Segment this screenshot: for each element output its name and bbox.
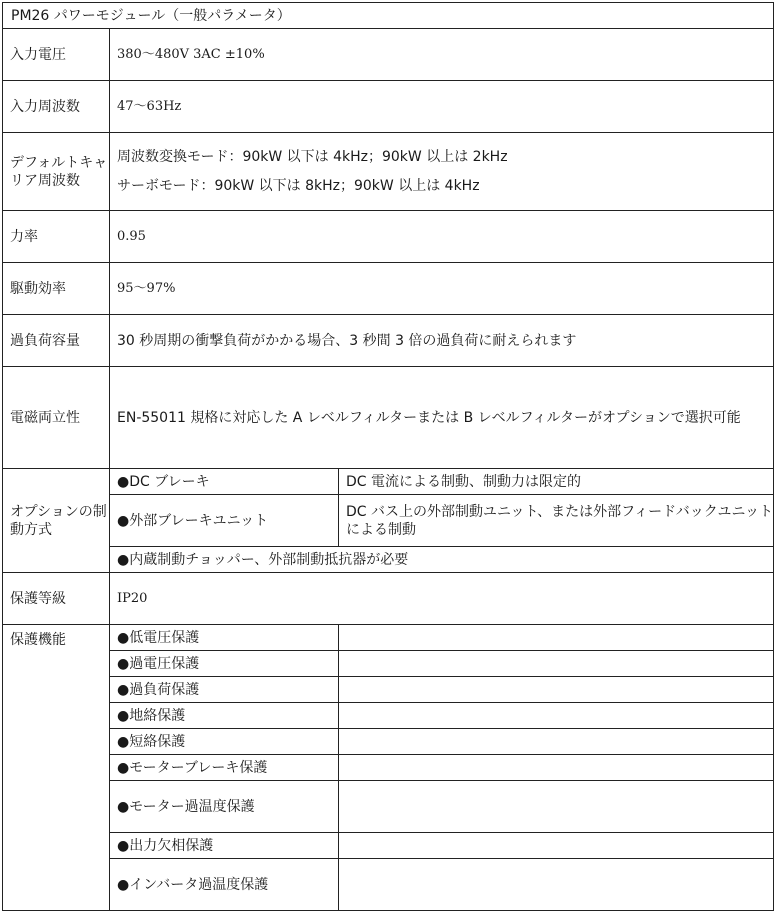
row-overload	[3, 315, 774, 367]
empty-cell	[339, 625, 774, 651]
input-frequency-label: 入力周波数	[3, 81, 110, 133]
protection-item: ●短絡保護	[110, 729, 339, 755]
row-braking-note	[3, 547, 774, 573]
row-input-frequency	[3, 81, 774, 133]
braking-note: ●内蔵制動チョッパー、外部制動抵抗器が必要	[110, 547, 774, 573]
overload-value: 30 秒周期の衝撃負荷がかかる場合、3 秒間 3 倍の過負荷に耐えられます	[110, 315, 774, 367]
table-row	[3, 625, 774, 651]
emc-label: 電磁両立性	[3, 367, 110, 469]
row-braking-dc	[3, 469, 774, 495]
braking-dc-desc: DC 電流による制動、制動力は限定的	[339, 469, 774, 495]
table-row	[3, 833, 774, 859]
table-row	[3, 651, 774, 677]
table-row	[3, 859, 774, 911]
protection-item: ●過電圧保護	[110, 651, 339, 677]
row-protection-class	[3, 573, 774, 625]
empty-cell	[339, 859, 774, 911]
carrier-frequency-value	[110, 133, 774, 211]
power-factor-value: 0.95	[110, 211, 774, 263]
empty-cell	[339, 729, 774, 755]
protection-item: ●低電圧保護	[110, 625, 339, 651]
emc-value: EN-55011 規格に対応した A レベルフィルターまたは B レベルフィルターがオプションで選択可能	[110, 367, 774, 469]
empty-cell	[339, 703, 774, 729]
carrier-line-inverter: 周波数変換モード：90kW 以下は 4kHz；90kW 以上は 2kHz	[117, 149, 508, 165]
empty-cell	[339, 651, 774, 677]
protection-item: ●地絡保護	[110, 703, 339, 729]
protection-class-label: 保護等級	[3, 573, 110, 625]
protection-item: ●モーターブレーキ保護	[110, 755, 339, 781]
protection-functions-label: 保護機能	[3, 625, 110, 911]
braking-external-desc: DC バス上の外部制動ユニット、または外部フィードバックユニットによる制動	[339, 495, 774, 547]
row-braking-external	[3, 495, 774, 547]
protection-item: ●過負荷保護	[110, 677, 339, 703]
table-row	[3, 677, 774, 703]
drive-efficiency-label: 駆動効率	[3, 263, 110, 315]
table-title: PM26 パワーモジュール（一般パラメータ）	[3, 3, 774, 29]
protection-item: ●モーター過温度保護	[110, 781, 339, 833]
overload-label: 過負荷容量	[3, 315, 110, 367]
table-row	[3, 729, 774, 755]
input-frequency-value: 47～63Hz	[110, 81, 774, 133]
empty-cell	[339, 781, 774, 833]
row-drive-efficiency	[3, 263, 774, 315]
protection-item: ●インバータ過温度保護	[110, 859, 339, 911]
input-voltage-value: 380～480V 3AC ±10%	[110, 29, 774, 81]
protection-class-value: IP20	[110, 573, 774, 625]
row-power-factor	[3, 211, 774, 263]
table-row	[3, 755, 774, 781]
braking-dc-name: ●DC ブレーキ	[110, 469, 339, 495]
protection-item: ●出力欠相保護	[110, 833, 339, 859]
table-row	[3, 781, 774, 833]
row-input-voltage	[3, 29, 774, 81]
table-row	[3, 703, 774, 729]
carrier-line-servo: サーボモード：90kW 以下は 8kHz；90kW 以上は 4kHz	[117, 178, 480, 194]
empty-cell	[339, 755, 774, 781]
title-row	[3, 3, 774, 29]
drive-efficiency-value: 95～97%	[110, 263, 774, 315]
power-factor-label: 力率	[3, 211, 110, 263]
braking-external-name: ●外部ブレーキユニット	[110, 495, 339, 547]
row-emc	[3, 367, 774, 469]
carrier-frequency-label: デフォルトキャリア周波数	[3, 133, 110, 211]
row-carrier-frequency	[3, 133, 774, 211]
spec-table	[2, 2, 774, 911]
empty-cell	[339, 677, 774, 703]
braking-label: オプションの制動方式	[3, 469, 110, 573]
empty-cell	[339, 833, 774, 859]
input-voltage-label: 入力電圧	[3, 29, 110, 81]
